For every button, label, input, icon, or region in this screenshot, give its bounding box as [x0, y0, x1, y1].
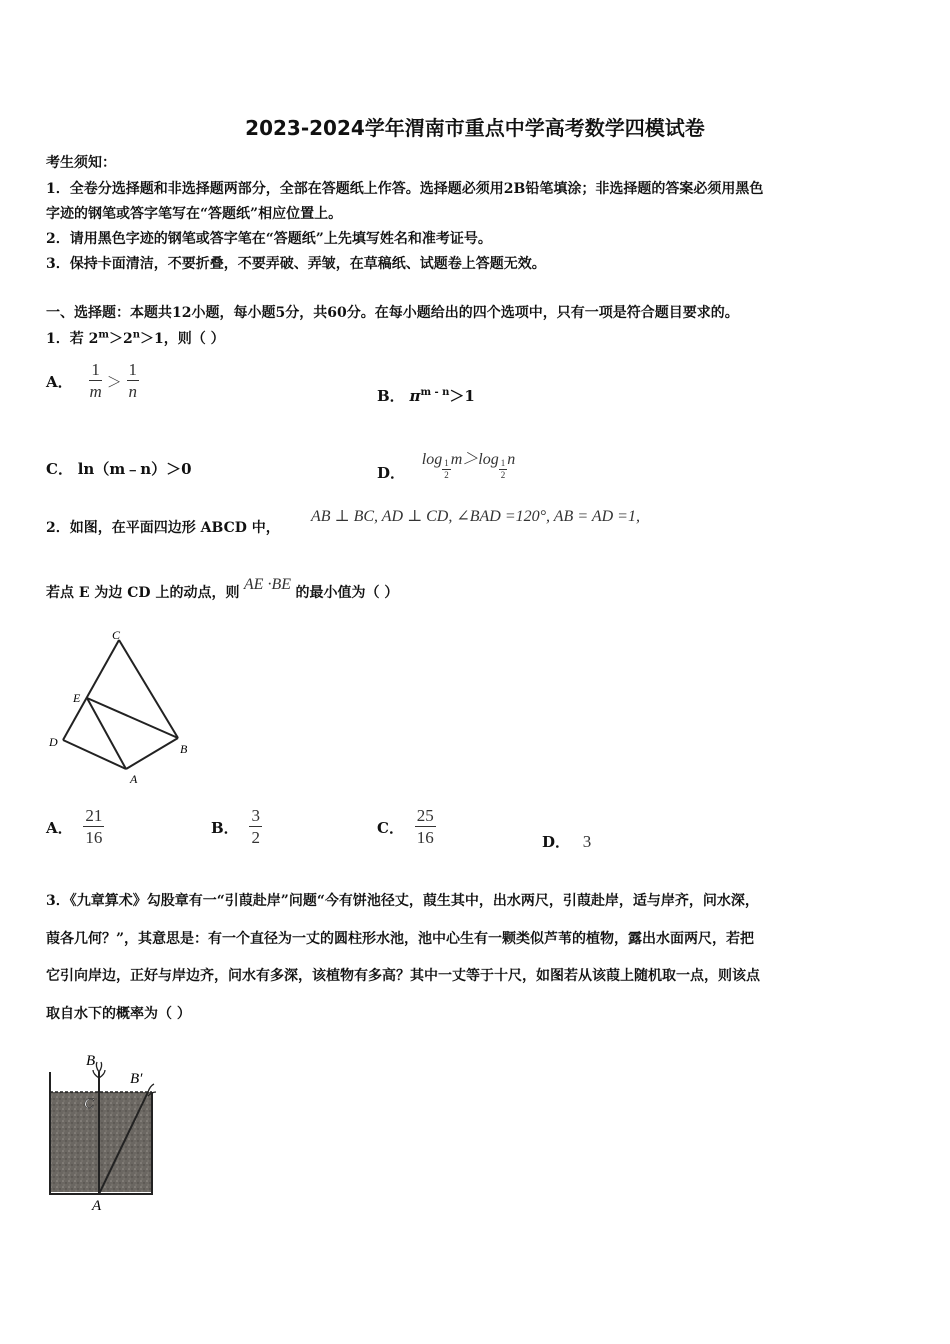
- question-3-line: 取自水下的概率为（ ）: [46, 1006, 191, 1022]
- q1-option-d[interactable]: D． log $\frac{1}{2}$ m＞log $\frac{1}{2}$ n: [377, 451, 516, 482]
- label-a: A: [130, 772, 138, 786]
- question-2-stem-2: 若点 E 为边 CD 上的动点，则 AE ·BE 的最小值为（ ）: [46, 576, 399, 601]
- label-b-prime: B′: [130, 1071, 143, 1087]
- label-e: E: [73, 691, 81, 705]
- notice-item: 1．全卷分选择题和非选择题两部分，全部在答题纸上作答。选择题必须用2B铅笔填涂；非选择题的答案必须用黑色: [46, 181, 764, 197]
- question-3-line: 它引向岸边，正好与岸边齐，问水有多深，该植物有多高？其中一丈等于十尺，如图若从该葭上随机取一点，则该点: [46, 968, 760, 984]
- notice-item: 3．保持卡面清洁，不要折叠，不要弄破、弄皱，在草稿纸、试题卷上答题无效。: [46, 256, 546, 272]
- q1-option-a[interactable]: A． $\frac{1}{m}$ ＞ $\frac{1}{n}$: [46, 360, 137, 401]
- q2-option-a[interactable]: A． $\frac{21}{16}$: [46, 806, 103, 847]
- notice-heading: 考生须知：: [46, 155, 116, 171]
- q2-option-c[interactable]: C． $\frac{25}{16}$: [377, 806, 434, 847]
- notice-item: 2．请用黑色字迹的钢笔或答字笔在“答题纸”上先填写姓名和准考证号。: [46, 231, 492, 247]
- section-heading: 一、选择题：本题共12小题，每小题5分，共60分。在每小题给出的四个选项中，只有一项是符合题目要求的。: [46, 305, 739, 321]
- q2-option-b[interactable]: B． $\frac{3}{2}$: [211, 806, 260, 847]
- label-c: C: [112, 628, 121, 642]
- q2-figure: [44, 625, 204, 790]
- water: [50, 1092, 152, 1192]
- label-b: B: [86, 1053, 96, 1069]
- label-d: D: [49, 735, 58, 749]
- q2-option-d[interactable]: D． 3: [542, 832, 592, 851]
- question-2-stem: 2．如图，在平面四边形 ABCD 中，: [46, 520, 280, 536]
- q3-figure: [44, 1048, 164, 1214]
- label-b: B: [180, 742, 188, 756]
- q1-option-b[interactable]: B． $\pi^{m - n}>1$: [377, 387, 475, 405]
- label-c: C: [84, 1096, 95, 1112]
- question-1-stem: 1．若 $2^m>2^n>1$，则（ ）: [46, 329, 225, 347]
- q2-condition: AB ⊥ BC, AD ⊥ CD, ∠BAD =120°, AB = AD =1,: [311, 508, 640, 525]
- notice-item: 字迹的钢笔或答字笔写在“答题纸”相应位置上。: [46, 206, 343, 222]
- question-3-line: 葭各几何？”，其意思是：有一个直径为一丈的圆柱形水池，池中心生有一颗类似芦苇的植物，露出水面两尺，若把: [46, 931, 755, 947]
- q1-option-c[interactable]: C． ln（m﹣n）＞0: [46, 460, 192, 478]
- label-a: A: [92, 1198, 102, 1214]
- question-3-line: 3．《九章算术》勾股章有一“引葭赴岸”问题“今有饼池径丈，葭生其中，出水两尺，引葭赴岸，适与岸齐，问水深，: [46, 893, 759, 909]
- page-title: 2023-2024学年渭南市重点中学高考数学四模试卷: [245, 116, 705, 140]
